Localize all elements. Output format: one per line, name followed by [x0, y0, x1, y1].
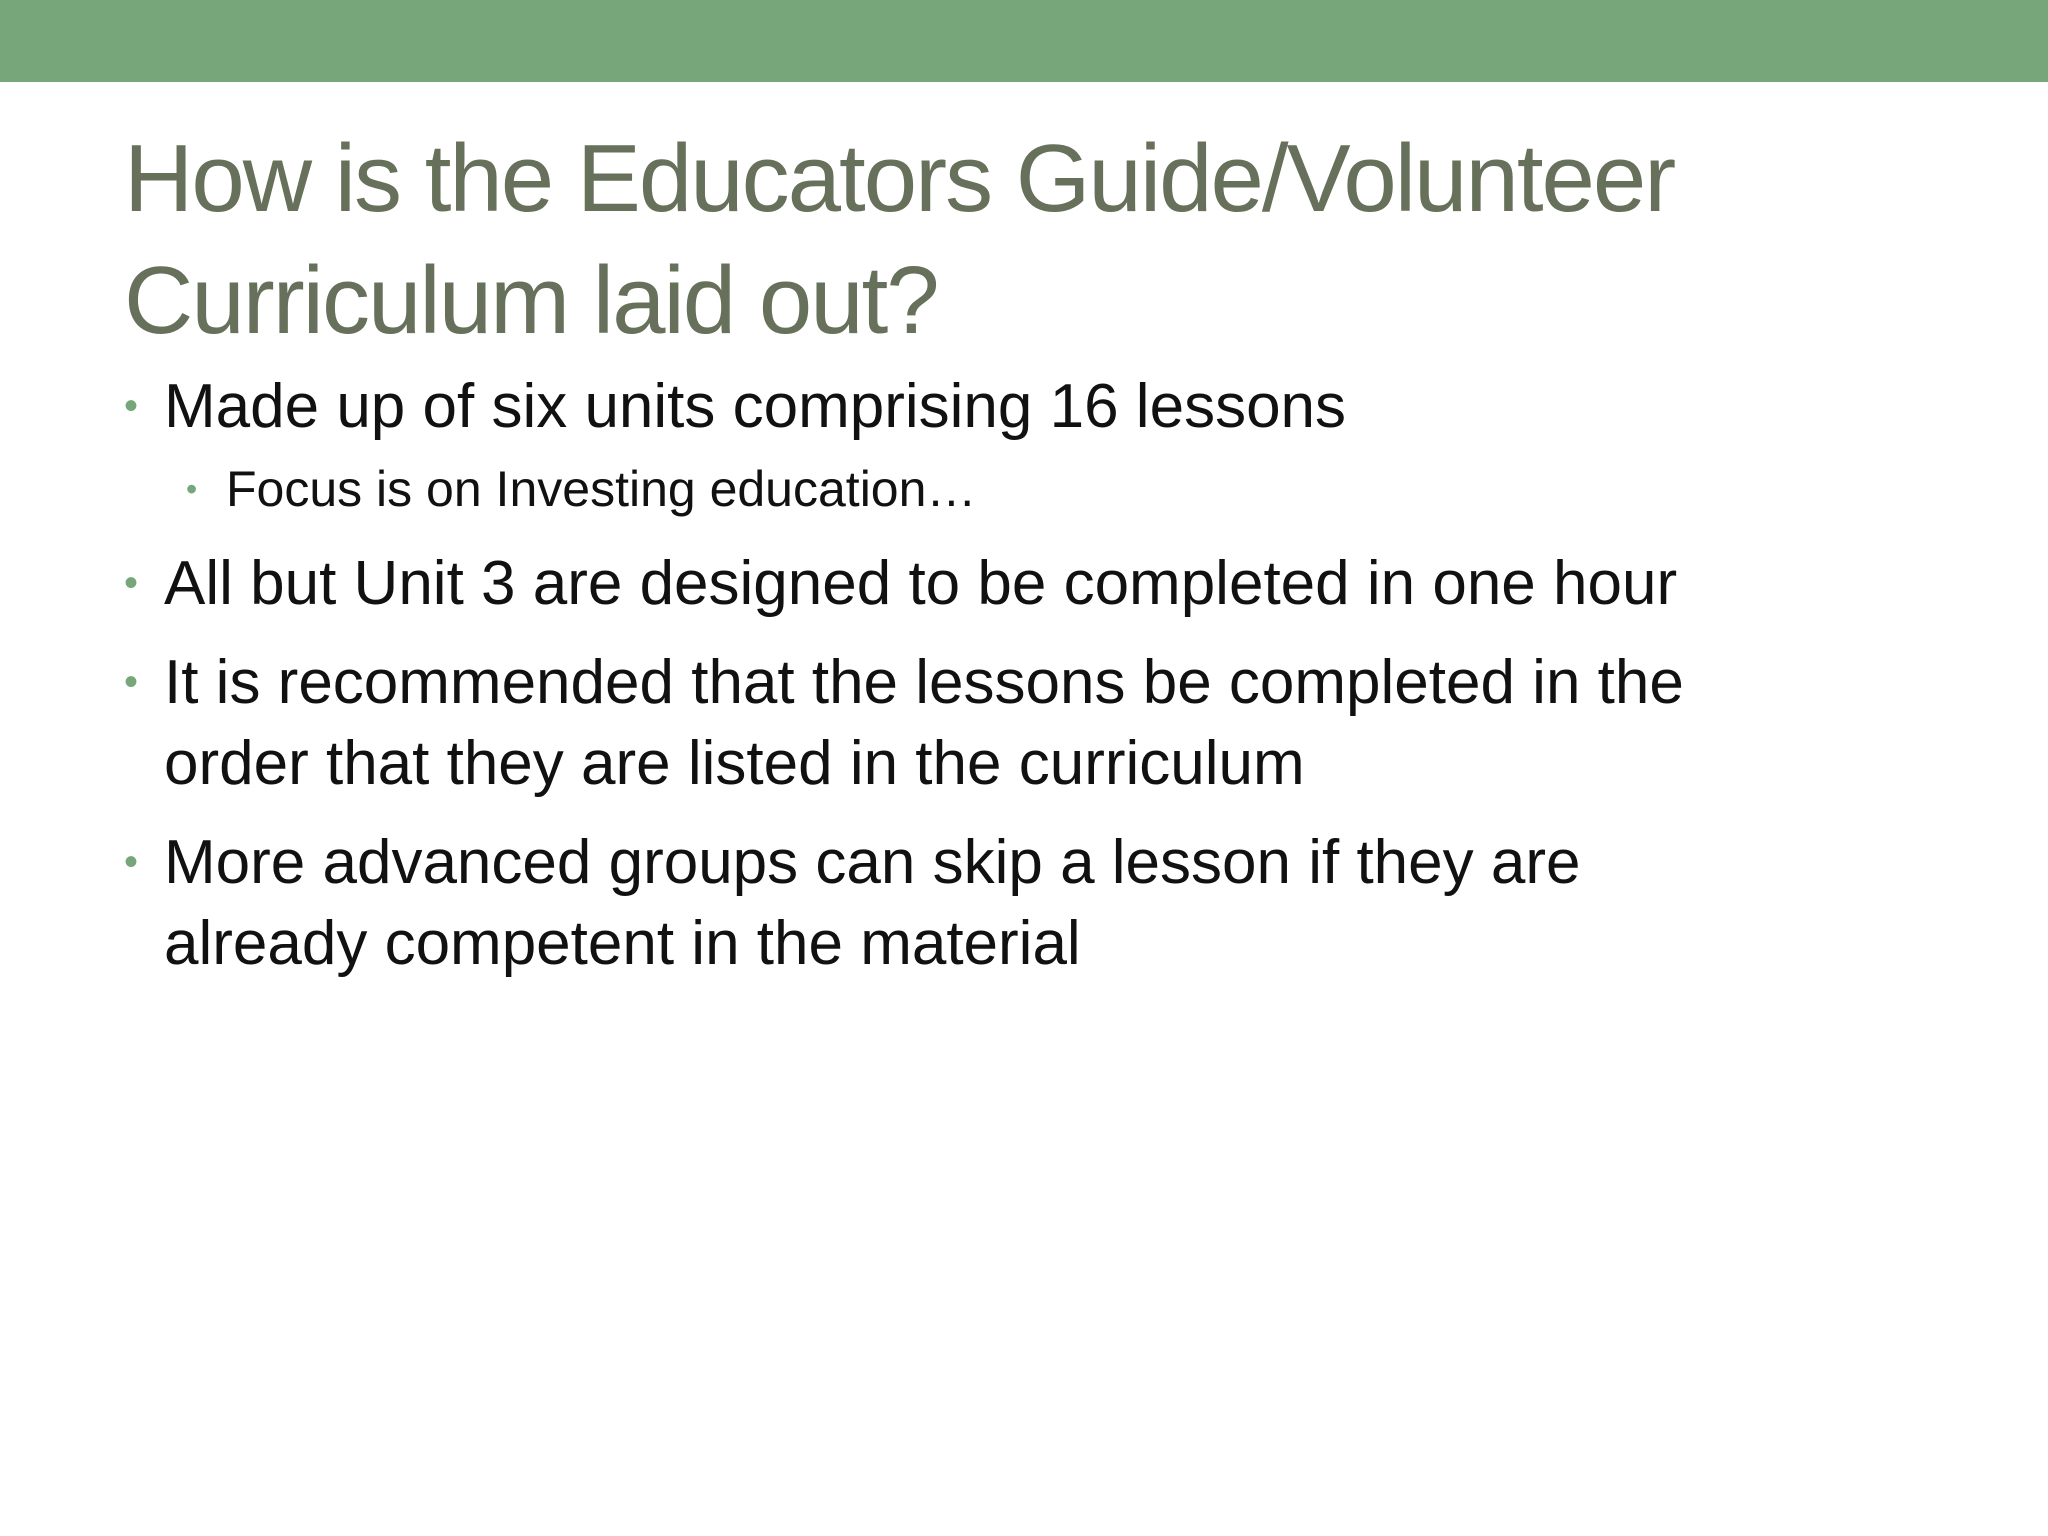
bullet-item	[124, 822, 1924, 984]
bullet-text-line-2: already competent in the material	[164, 909, 1081, 978]
bullet-item	[124, 642, 1924, 804]
bullet-marker: •	[124, 561, 139, 605]
bullet-text-line-2: order that they are listed in the curriculum	[164, 729, 1305, 798]
bullet-list	[124, 366, 1924, 1002]
bullet-item	[124, 543, 1924, 624]
slide-title	[124, 118, 1964, 362]
bullet-text: Focus is on Investing education…	[226, 461, 977, 517]
bullet-marker: •	[186, 471, 198, 507]
slide-title-line-2: Curriculum laid out?	[124, 247, 938, 354]
bullet-marker: •	[124, 384, 139, 428]
slide-title-line-1: How is the Educators Guide/Volunteer	[124, 125, 1675, 232]
sub-bullet-item	[186, 457, 1924, 521]
bullet-marker: •	[124, 840, 139, 884]
bullet-text-line-1: It is recommended that the lessons be completed in the	[164, 648, 1684, 717]
bullet-item	[124, 366, 1924, 447]
bullet-text: Made up of six units comprising 16 lessons	[164, 372, 1347, 441]
header-band	[0, 0, 2048, 82]
bullet-text: All but Unit 3 are designed to be completed in one hour	[164, 549, 1678, 618]
bullet-marker: •	[124, 660, 139, 704]
bullet-text-line-1: More advanced groups can skip a lesson if they are	[164, 828, 1581, 897]
